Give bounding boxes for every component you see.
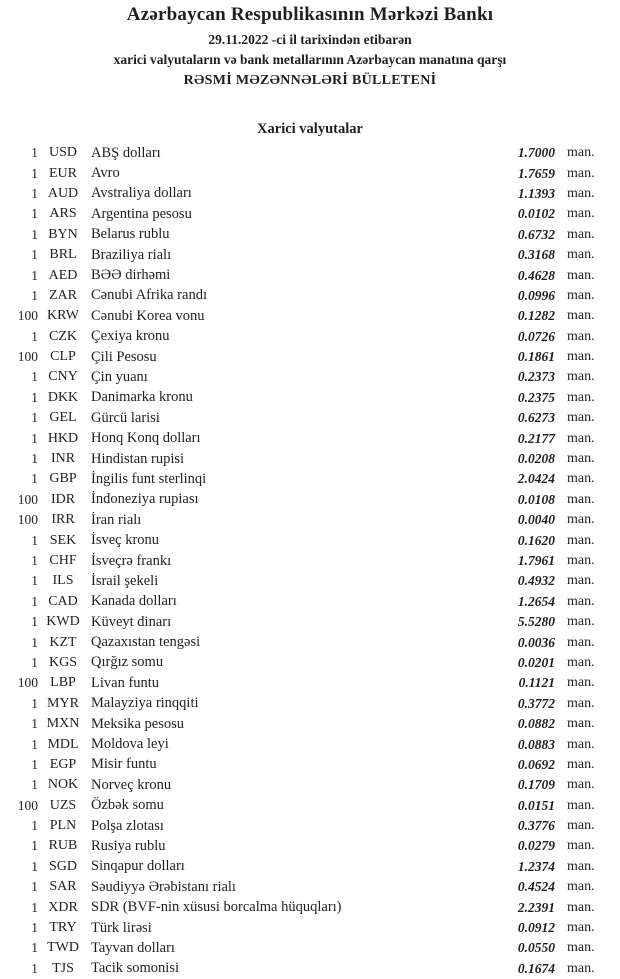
currency-code-cell: AED <box>48 267 78 283</box>
quantity-cell: 1 <box>31 573 38 589</box>
table-row <box>0 327 620 347</box>
currency-code-cell: CLP <box>50 349 76 365</box>
rate-value-cell: 0.1121 <box>518 675 555 691</box>
rate-value-cell: 0.1709 <box>517 777 555 793</box>
currency-code-cell: ZAR <box>49 287 77 303</box>
table-row <box>0 347 620 367</box>
quantity-cell: 1 <box>31 940 38 956</box>
currency-name-cell: Argentina pesosu <box>91 205 192 222</box>
table-row <box>0 653 620 673</box>
currency-code-cell: KRW <box>47 308 79 324</box>
rate-value-cell: 1.7961 <box>517 553 555 568</box>
currency-name-cell: Avstraliya dolları <box>91 185 192 202</box>
currency-name-cell: Sinqapur dolları <box>91 858 185 875</box>
quantity-cell: 1 <box>31 593 38 609</box>
rate-value-cell: 0.3776 <box>517 818 555 834</box>
currency-code-cell: BYN <box>48 226 78 242</box>
table-row <box>0 775 620 795</box>
quantity-cell: 1 <box>31 838 38 854</box>
currency-code-cell: MDL <box>47 736 79 752</box>
currency-name-cell: İngilis funt sterlinqi <box>91 470 207 487</box>
currency-name-cell: Livan funtu <box>91 674 160 691</box>
quantity-cell: 1 <box>31 879 38 895</box>
unit-cell: man. <box>567 553 595 568</box>
currency-code-cell: IRR <box>51 512 75 528</box>
unit-cell: man. <box>567 287 595 303</box>
table-row <box>0 530 620 550</box>
unit-cell: man. <box>567 614 595 630</box>
unit-cell: man. <box>567 491 595 507</box>
table-row <box>0 510 620 530</box>
quantity-cell: 1 <box>31 899 38 915</box>
rate-value-cell: 0.4524 <box>517 879 555 895</box>
unit-cell: man. <box>567 879 595 895</box>
currency-code-cell: DKK <box>47 389 79 405</box>
bulletin-title: RƏSMİ MƏZƏNNƏLƏRİ BÜLLETENİ <box>183 73 437 88</box>
quantity-cell: 1 <box>31 818 38 834</box>
table-row <box>0 265 620 285</box>
quantity-cell: 1 <box>31 206 38 222</box>
currency-name-cell: Belarus rublu <box>91 226 170 243</box>
unit-cell: man. <box>567 940 595 956</box>
currency-code-cell: HKD <box>47 430 79 446</box>
currency-code-cell: TJS <box>52 960 74 976</box>
currency-name-cell: Kanada dolları <box>91 593 177 610</box>
currency-code-cell: BRL <box>49 247 77 263</box>
currency-name-cell: Tayvan dolları <box>91 939 175 956</box>
unit-cell: man. <box>567 593 595 609</box>
currency-name-cell: İsrail şekeli <box>91 572 159 589</box>
rate-value-cell: 0.1282 <box>517 308 555 324</box>
table-row <box>0 673 620 693</box>
quantity-cell: 1 <box>31 247 38 263</box>
currency-code-cell: AUD <box>47 185 79 201</box>
rate-value-cell: 0.0726 <box>517 328 555 344</box>
unit-cell: man. <box>567 267 595 283</box>
quantity-cell: 1 <box>31 777 38 793</box>
currency-code-cell: GEL <box>49 410 77 426</box>
table-row <box>0 163 620 183</box>
table-row <box>0 897 620 917</box>
rate-value-cell: 0.4628 <box>517 267 555 283</box>
unit-cell: man. <box>567 512 595 528</box>
rate-value-cell: 0.0036 <box>517 634 555 650</box>
rate-value-cell: 0.0882 <box>517 716 555 732</box>
currency-name-cell: Gürcü larisi <box>91 409 160 426</box>
currency-code-cell: TWD <box>47 940 79 956</box>
unit-cell: man. <box>567 532 595 548</box>
quantity-cell: 1 <box>31 695 38 711</box>
rate-value-cell: 0.4932 <box>517 573 555 589</box>
currency-name-cell: Səudiyyə Ərəbistanı rialı <box>91 878 236 895</box>
currency-name-cell: İsveç kronu <box>91 532 160 549</box>
rate-value-cell: 0.3772 <box>517 695 555 711</box>
quantity-cell: 100 <box>17 491 38 507</box>
rate-value-cell: 0.2373 <box>517 369 555 385</box>
unit-cell: man. <box>567 451 595 467</box>
currency-name-cell: Danimarka kronu <box>91 389 193 406</box>
unit-cell: man. <box>567 920 595 936</box>
currency-name-cell: Hindistan rupisi <box>91 450 185 467</box>
bank-title: Azərbaycan Respublikasının Mərkəzi Bankı <box>126 4 494 25</box>
currency-code-cell: MXN <box>46 716 80 732</box>
currency-code-cell: EGP <box>49 756 77 772</box>
currency-name-cell: Çili Pesosu <box>91 348 157 365</box>
currency-name-cell: Özbək somu <box>91 797 164 814</box>
rate-value-cell: 0.1861 <box>517 349 555 365</box>
rate-value-cell: 0.0151 <box>517 797 555 813</box>
effective-date-line: 29.11.2022 -ci il tarixindən etibarən <box>208 32 412 47</box>
table-row <box>0 918 620 938</box>
currency-code-cell: NOK <box>47 777 79 793</box>
quantity-cell: 1 <box>31 328 38 344</box>
currency-name-cell: Norveç kronu <box>91 776 172 793</box>
unit-cell: man. <box>567 736 595 752</box>
rate-value-cell: 0.6732 <box>517 226 555 242</box>
table-row <box>0 571 620 591</box>
currency-name-cell: Qazaxıstan tengəsi <box>91 634 201 651</box>
rate-value-cell: 0.0279 <box>517 838 555 854</box>
unit-cell: man. <box>567 818 595 834</box>
table-row <box>0 245 620 265</box>
quantity-cell: 1 <box>31 267 38 283</box>
rate-value-cell: 0.0550 <box>517 940 555 956</box>
rate-value-cell: 0.1620 <box>517 532 555 548</box>
currency-name-cell: SDR (BVF-nin xüsusi borcalma hüquqları) <box>91 899 342 916</box>
unit-cell: man. <box>567 308 595 324</box>
table-row <box>0 755 620 775</box>
currency-name-cell: Honq Konq dolları <box>91 430 201 447</box>
quantity-cell: 1 <box>31 532 38 548</box>
unit-cell: man. <box>567 634 595 650</box>
quantity-cell: 100 <box>17 675 38 691</box>
currency-code-cell: SGD <box>48 858 77 874</box>
rate-value-cell: 1.2654 <box>517 593 555 609</box>
table-row <box>0 449 620 469</box>
quantity-cell: 1 <box>31 369 38 385</box>
currency-code-cell: LBP <box>50 675 76 691</box>
currency-code-cell: CZK <box>49 328 77 344</box>
table-row <box>0 612 620 632</box>
rate-value-cell: 1.7659 <box>517 165 555 181</box>
currency-code-cell: MYR <box>47 695 79 711</box>
rate-value-cell: 0.2375 <box>517 389 555 405</box>
quantity-cell: 1 <box>31 165 38 181</box>
quantity-cell: 100 <box>17 308 38 324</box>
subject-line: xarici valyutaların və bank metallarının Azərbaycan manatına qarşı <box>113 52 507 67</box>
table-row <box>0 367 620 387</box>
currency-code-cell: SAR <box>49 879 77 895</box>
table-row <box>0 592 620 612</box>
currency-code-cell: CAD <box>48 593 78 609</box>
table-row <box>0 184 620 204</box>
quantity-cell: 1 <box>31 185 38 201</box>
unit-cell: man. <box>567 165 595 181</box>
unit-cell: man. <box>567 369 595 385</box>
table-row <box>0 490 620 510</box>
currency-name-cell: Çexiya kronu <box>91 328 170 345</box>
currency-code-cell: EUR <box>49 165 77 181</box>
unit-cell: man. <box>567 349 595 365</box>
quantity-cell: 1 <box>31 553 38 568</box>
quantity-cell: 100 <box>17 512 38 528</box>
rate-value-cell: 0.0102 <box>517 206 555 222</box>
unit-cell: man. <box>567 328 595 344</box>
unit-cell: man. <box>567 430 595 446</box>
quantity-cell: 1 <box>31 430 38 446</box>
rate-value-cell: 2.0424 <box>517 471 555 487</box>
rate-value-cell: 2.2391 <box>517 899 555 915</box>
currency-code-cell: IDR <box>50 491 76 507</box>
rate-value-cell: 0.0912 <box>517 920 555 936</box>
currency-name-cell: ABŞ dolları <box>91 144 161 161</box>
unit-cell: man. <box>567 960 595 976</box>
unit-cell: man. <box>567 471 595 487</box>
quantity-cell: 100 <box>17 797 38 813</box>
currency-name-cell: Malayziya rinqqiti <box>91 695 199 712</box>
unit-cell: man. <box>567 675 595 691</box>
currency-code-cell: USD <box>48 145 77 161</box>
table-row <box>0 836 620 856</box>
rate-value-cell: 0.0201 <box>517 654 555 670</box>
unit-cell: man. <box>567 838 595 854</box>
quantity-cell: 1 <box>31 287 38 303</box>
rate-value-cell: 1.2374 <box>517 858 555 874</box>
currency-name-cell: İsveçrə frankı <box>91 552 172 569</box>
table-row <box>0 877 620 897</box>
table-row <box>0 938 620 958</box>
currency-code-cell: PLN <box>49 818 77 834</box>
rate-value-cell: 0.1674 <box>517 960 555 976</box>
currency-name-cell: BƏƏ dirhəmi <box>91 267 171 284</box>
rate-value-cell: 0.2177 <box>517 430 555 446</box>
table-row <box>0 286 620 306</box>
currency-code-cell: CHF <box>49 553 77 568</box>
rate-value-cell: 0.0692 <box>517 756 555 772</box>
rate-value-cell: 0.0108 <box>517 491 555 507</box>
rate-value-cell: 0.0996 <box>517 287 555 303</box>
currency-name-cell: Braziliya rialı <box>91 246 172 263</box>
rate-value-cell: 0.6273 <box>517 410 555 426</box>
table-row <box>0 796 620 816</box>
rate-value-cell: 0.0883 <box>517 736 555 752</box>
currency-name-cell: Çin yuanı <box>91 368 148 385</box>
table-row <box>0 469 620 489</box>
unit-cell: man. <box>567 756 595 772</box>
currency-name-cell: Cənubi Korea vonu <box>91 307 205 324</box>
quantity-cell: 1 <box>31 389 38 405</box>
currency-code-cell: KGS <box>48 654 77 670</box>
quantity-cell: 1 <box>31 451 38 467</box>
quantity-cell: 1 <box>31 654 38 670</box>
currency-name-cell: Meksika pesosu <box>91 715 185 732</box>
unit-cell: man. <box>567 247 595 263</box>
rate-value-cell: 1.1393 <box>517 185 555 201</box>
table-row <box>0 816 620 836</box>
currency-code-cell: UZS <box>49 797 77 813</box>
unit-cell: man. <box>567 899 595 915</box>
quantity-cell: 1 <box>31 960 38 976</box>
unit-cell: man. <box>567 858 595 874</box>
quantity-cell: 1 <box>31 858 38 874</box>
table-row <box>0 714 620 734</box>
currency-name-cell: İran rialı <box>91 511 142 528</box>
rate-value-cell: 1.7000 <box>517 145 555 161</box>
unit-cell: man. <box>567 716 595 732</box>
unit-cell: man. <box>567 410 595 426</box>
table-row <box>0 225 620 245</box>
table-row <box>0 959 620 979</box>
currency-name-cell: Qırğız somu <box>91 654 164 671</box>
currency-code-cell: KZT <box>49 634 77 650</box>
currency-name-cell: Moldova leyi <box>91 736 169 753</box>
currency-name-cell: İndoneziya rupiası <box>91 491 199 508</box>
rates-table <box>0 143 620 979</box>
unit-cell: man. <box>567 145 595 161</box>
rate-value-cell: 5.5280 <box>517 614 555 630</box>
quantity-cell: 1 <box>31 410 38 426</box>
unit-cell: man. <box>567 797 595 813</box>
quantity-cell: 1 <box>31 226 38 242</box>
rate-value-cell: 0.0208 <box>517 451 555 467</box>
currency-name-cell: Misir funtu <box>91 756 157 773</box>
currency-name-cell: Rusiya rublu <box>91 837 166 854</box>
currency-code-cell: SEK <box>49 532 77 548</box>
currency-code-cell: KWD <box>46 614 80 630</box>
unit-cell: man. <box>567 573 595 589</box>
currency-code-cell: TRY <box>49 920 77 936</box>
currency-code-cell: ILS <box>52 573 74 589</box>
table-row <box>0 388 620 408</box>
unit-cell: man. <box>567 226 595 242</box>
currency-code-cell: XDR <box>48 899 78 915</box>
table-row <box>0 306 620 326</box>
unit-cell: man. <box>567 695 595 711</box>
table-row <box>0 428 620 448</box>
table-row <box>0 204 620 224</box>
quantity-cell: 1 <box>31 716 38 732</box>
currency-code-cell: GBP <box>49 471 77 487</box>
table-row <box>0 857 620 877</box>
quantity-cell: 1 <box>31 920 38 936</box>
currency-code-cell: ARS <box>49 206 77 222</box>
currency-name-cell: Avro <box>91 165 120 182</box>
unit-cell: man. <box>567 654 595 670</box>
quantity-cell: 1 <box>31 471 38 487</box>
quantity-cell: 1 <box>31 614 38 630</box>
currency-code-cell: CNY <box>48 369 78 385</box>
rate-value-cell: 0.0040 <box>517 512 555 528</box>
document-header <box>0 4 620 89</box>
section-title-foreign-currencies: Xarici valyutalar <box>257 121 363 137</box>
quantity-cell: 1 <box>31 634 38 650</box>
currency-name-cell: Türk lirəsi <box>91 919 152 936</box>
currency-name-cell: Polşa zlotası <box>91 817 164 834</box>
currency-name-cell: Cənubi Afrika randı <box>91 287 207 304</box>
rate-value-cell: 0.3168 <box>517 247 555 263</box>
quantity-cell: 1 <box>31 736 38 752</box>
table-row <box>0 551 620 571</box>
table-row <box>0 143 620 163</box>
currency-name-cell: Tacik somonisi <box>91 960 179 977</box>
currency-code-cell: INR <box>50 451 76 467</box>
currency-name-cell: Küveyt dinarı <box>91 613 172 630</box>
unit-cell: man. <box>567 185 595 201</box>
table-row <box>0 734 620 754</box>
table-row <box>0 694 620 714</box>
quantity-cell: 100 <box>17 349 38 365</box>
table-row <box>0 408 620 428</box>
currency-code-cell: RUB <box>48 838 78 854</box>
unit-cell: man. <box>567 777 595 793</box>
unit-cell: man. <box>567 389 595 405</box>
quantity-cell: 1 <box>31 756 38 772</box>
table-row <box>0 632 620 652</box>
quantity-cell: 1 <box>31 145 38 161</box>
unit-cell: man. <box>567 206 595 222</box>
